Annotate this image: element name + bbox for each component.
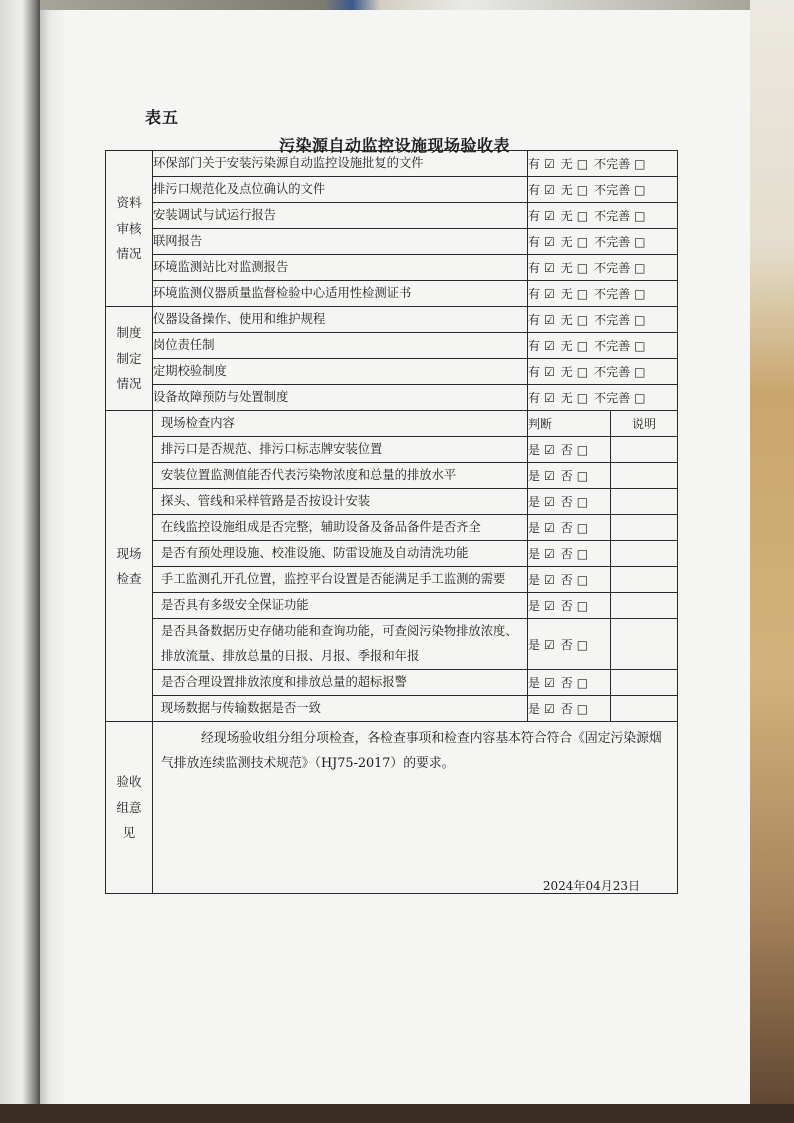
- section-label-line: 验收: [116, 774, 142, 790]
- review-item: 定期校验制度: [153, 359, 528, 385]
- section-label: [106, 411, 153, 722]
- section-label: [106, 151, 153, 307]
- option-label: 有: [528, 287, 541, 301]
- option-label: 无: [560, 287, 573, 301]
- review-item: 环境监测仪器质量监督检验中心适用性检测证书: [153, 281, 528, 307]
- option-label: 是: [528, 637, 541, 652]
- inspection-row: [106, 489, 678, 515]
- unchecked-box-icon[interactable]: □: [576, 676, 589, 690]
- review-status: [528, 385, 678, 411]
- checked-box-icon[interactable]: ☑: [544, 599, 555, 613]
- inspection-judgement: [528, 489, 611, 515]
- books-background: [40, 0, 750, 10]
- inspection-note-cell[interactable]: [611, 541, 678, 567]
- inspection-item: 是否具有多级安全保证功能: [153, 593, 528, 619]
- option-label: 否: [560, 547, 573, 561]
- review-row: [106, 255, 678, 281]
- checked-box-icon[interactable]: ☑: [544, 676, 555, 690]
- unchecked-box-icon[interactable]: □: [576, 469, 589, 483]
- inspection-item: 现场数据与传输数据是否一致: [153, 696, 528, 722]
- review-status: [528, 177, 678, 203]
- inspection-item: 排污口是否规范、排污口标志牌安装位置: [153, 437, 528, 463]
- unchecked-box-icon[interactable]: □: [576, 391, 589, 405]
- inspection-note-cell[interactable]: [611, 619, 678, 670]
- unchecked-box-icon[interactable]: □: [576, 209, 589, 223]
- table-surface-background: [0, 1104, 794, 1123]
- option-label: 无: [560, 365, 573, 379]
- inspection-judgement: [528, 437, 611, 463]
- review-row: [106, 203, 678, 229]
- unchecked-box-icon[interactable]: □: [576, 495, 589, 509]
- inspection-note-cell[interactable]: [611, 515, 678, 541]
- section-label: [106, 722, 153, 894]
- unchecked-box-icon[interactable]: □: [576, 235, 589, 249]
- option-label: 无: [560, 235, 573, 249]
- unchecked-box-icon[interactable]: □: [576, 547, 589, 561]
- option-label: 无: [560, 391, 573, 405]
- checked-box-icon[interactable]: ☑: [544, 261, 555, 275]
- option-label: 有: [528, 365, 541, 379]
- inspection-item: 是否有预处理设施、校准设施、防雷设施及自动清洗功能: [153, 541, 528, 567]
- checked-box-icon[interactable]: ☑: [544, 702, 555, 716]
- option-label: 否: [560, 495, 573, 509]
- form-title: 污染源自动监控设施现场验收表: [279, 136, 511, 155]
- unchecked-box-icon[interactable]: □: [634, 261, 646, 275]
- opinion-date: 2024年04月23日: [542, 878, 640, 893]
- checked-box-icon[interactable]: ☑: [544, 157, 555, 171]
- section-label-line: 现场: [116, 545, 142, 561]
- unchecked-box-icon[interactable]: □: [576, 157, 589, 171]
- option-label: 无: [560, 183, 573, 197]
- column-header-note: 说明: [611, 411, 678, 437]
- checked-box-icon[interactable]: ☑: [544, 313, 555, 327]
- inspection-item: 是否具备数据历史存储功能和查询功能，可查阅污染物排放浓度、排放流量、排放总量的日报、月报、季报和年报: [153, 619, 528, 670]
- column-header-content: 现场检查内容: [153, 411, 528, 437]
- inspection-row: [106, 619, 678, 670]
- option-label: 否: [560, 443, 573, 457]
- checked-box-icon[interactable]: ☑: [544, 391, 555, 405]
- option-label: 是: [528, 702, 541, 716]
- table-number-label: 表五: [145, 108, 180, 127]
- inspection-judgement: [528, 515, 611, 541]
- desk-background: [750, 0, 794, 1123]
- option-label: 有: [528, 209, 541, 223]
- option-label: 不完善: [594, 261, 631, 275]
- checked-box-icon[interactable]: ☑: [544, 443, 555, 457]
- review-status: [528, 151, 678, 177]
- option-label: 不完善: [594, 157, 631, 171]
- inspection-judgement: [528, 696, 611, 722]
- review-item: 仪器设备操作、使用和维护规程: [153, 307, 528, 333]
- inspection-note-cell[interactable]: [611, 670, 678, 696]
- inspection-item: 安装位置监测值能否代表污染物浓度和总量的排放水平: [153, 463, 528, 489]
- option-label: 否: [560, 702, 573, 716]
- option-label: 是: [528, 573, 541, 587]
- option-label: 是: [528, 443, 541, 457]
- opinion-cell: [153, 722, 678, 894]
- unchecked-box-icon[interactable]: □: [634, 183, 646, 197]
- checked-box-icon[interactable]: ☑: [544, 209, 555, 223]
- form-body: [106, 151, 678, 894]
- option-label: 是: [528, 599, 541, 613]
- opinion-body: [153, 723, 677, 893]
- option-label: 是: [528, 495, 541, 509]
- inspection-judgement: [528, 619, 611, 670]
- inspection-header-row: [106, 411, 678, 437]
- review-item: 设备故障预防与处置制度: [153, 385, 528, 411]
- review-row: [106, 177, 678, 203]
- section-label-line: 情况: [116, 376, 142, 392]
- acceptance-form-table: [105, 150, 678, 894]
- opinion-text: 经现场验收组分组分项检查，各检查事项和检查内容基本符合符合《固定污染源烟气排放连续监测技术规范》（HJ75-2017）的要求。: [161, 730, 662, 771]
- section-label-line: 制定: [116, 350, 142, 366]
- review-row: [106, 229, 678, 255]
- review-item: 环保部门关于安装污染源自动监控设施批复的文件: [153, 151, 528, 177]
- unchecked-box-icon[interactable]: □: [634, 157, 646, 171]
- unchecked-box-icon[interactable]: □: [634, 365, 646, 379]
- option-label: 有: [528, 313, 541, 327]
- unchecked-box-icon[interactable]: □: [576, 313, 589, 327]
- unchecked-box-icon[interactable]: □: [576, 183, 589, 197]
- inspection-row: [106, 437, 678, 463]
- review-status: [528, 203, 678, 229]
- review-row: [106, 307, 678, 333]
- section-label-line: 资料: [116, 195, 142, 211]
- inspection-row: [106, 670, 678, 696]
- unchecked-box-icon[interactable]: □: [634, 287, 646, 301]
- inspection-row: [106, 567, 678, 593]
- option-label: 否: [560, 469, 573, 483]
- review-row: [106, 333, 678, 359]
- section-label-line: 见: [122, 825, 136, 841]
- checked-box-icon[interactable]: ☑: [544, 637, 555, 652]
- inspection-judgement: [528, 670, 611, 696]
- section-label-line: 组意: [116, 799, 142, 815]
- checked-box-icon[interactable]: ☑: [544, 183, 555, 197]
- unchecked-box-icon[interactable]: □: [576, 637, 589, 652]
- option-label: 无: [560, 313, 573, 327]
- unchecked-box-icon[interactable]: □: [576, 339, 589, 353]
- inspection-row: [106, 593, 678, 619]
- unchecked-box-icon[interactable]: □: [576, 261, 589, 275]
- review-item: 安装调试与试运行报告: [153, 203, 528, 229]
- unchecked-box-icon[interactable]: □: [634, 209, 646, 223]
- checked-box-icon[interactable]: ☑: [544, 287, 555, 301]
- review-row: [106, 385, 678, 411]
- checked-box-icon[interactable]: ☑: [544, 365, 555, 379]
- inspection-row: [106, 696, 678, 722]
- option-label: 不完善: [594, 183, 631, 197]
- unchecked-box-icon[interactable]: □: [576, 599, 589, 613]
- inspection-item: 探头、管线和采样管路是否按设计安装: [153, 489, 528, 515]
- option-label: 是: [528, 547, 541, 561]
- review-item: 岗位责任制: [153, 333, 528, 359]
- checked-box-icon[interactable]: ☑: [544, 521, 555, 535]
- option-label: 有: [528, 235, 541, 249]
- inspection-item: 在线监控设施组成是否完整，辅助设备及备品备件是否齐全: [153, 515, 528, 541]
- option-label: 无: [560, 261, 573, 275]
- option-label: 否: [560, 599, 573, 613]
- checked-box-icon[interactable]: ☑: [544, 235, 555, 249]
- review-row: [106, 359, 678, 385]
- review-status: [528, 255, 678, 281]
- checked-box-icon[interactable]: ☑: [544, 339, 555, 353]
- checked-box-icon[interactable]: ☑: [544, 495, 555, 509]
- unchecked-box-icon[interactable]: □: [634, 313, 646, 327]
- option-label: 不完善: [594, 313, 631, 327]
- unchecked-box-icon[interactable]: □: [576, 573, 589, 587]
- inspection-note-cell[interactable]: [611, 567, 678, 593]
- inspection-judgement: [528, 541, 611, 567]
- unchecked-box-icon[interactable]: □: [576, 287, 589, 301]
- option-label: 是: [528, 469, 541, 483]
- option-label: 无: [560, 157, 573, 171]
- review-row: [106, 281, 678, 307]
- option-label: 不完善: [594, 391, 631, 405]
- option-label: 否: [560, 521, 573, 535]
- option-label: 不完善: [594, 365, 631, 379]
- option-label: 有: [528, 339, 541, 353]
- inspection-note-cell[interactable]: [611, 437, 678, 463]
- review-status: [528, 333, 678, 359]
- unchecked-box-icon[interactable]: □: [634, 391, 646, 405]
- checked-box-icon[interactable]: ☑: [544, 573, 555, 587]
- unchecked-box-icon[interactable]: □: [576, 702, 589, 716]
- option-label: 不完善: [594, 235, 631, 249]
- checked-box-icon[interactable]: ☑: [544, 469, 555, 483]
- option-label: 否: [560, 637, 573, 652]
- option-label: 不完善: [594, 209, 631, 223]
- inspection-judgement: [528, 567, 611, 593]
- option-label: 无: [560, 339, 573, 353]
- section-label: [106, 307, 153, 411]
- checked-box-icon[interactable]: ☑: [544, 547, 555, 561]
- inspection-judgement: [528, 593, 611, 619]
- inspection-item: 是否合理设置排放浓度和排放总量的超标报警: [153, 670, 528, 696]
- inspection-judgement: [528, 463, 611, 489]
- review-item: 排污口规范化及点位确认的文件: [153, 177, 528, 203]
- review-status: [528, 281, 678, 307]
- book-binding-background: [0, 0, 40, 1106]
- opinion-row: [106, 722, 678, 894]
- inspection-note-cell[interactable]: [611, 593, 678, 619]
- section-label-line: 审核: [116, 220, 142, 236]
- option-label: 有: [528, 391, 541, 405]
- inspection-note-cell[interactable]: [611, 489, 678, 515]
- review-status: [528, 307, 678, 333]
- review-item: 联网报告: [153, 229, 528, 255]
- column-header-judgement: 判断: [528, 411, 611, 437]
- option-label: 是: [528, 676, 541, 690]
- inspection-row: [106, 463, 678, 489]
- inspection-row: [106, 541, 678, 567]
- option-label: 不完善: [594, 287, 631, 301]
- option-label: 否: [560, 573, 573, 587]
- option-label: 有: [528, 183, 541, 197]
- inspection-row: [106, 515, 678, 541]
- option-label: 不完善: [594, 339, 631, 353]
- inspection-item: 手工监测孔开孔位置，监控平台设置是否能满足手工监测的需要: [153, 567, 528, 593]
- review-item: 环境监测站比对监测报告: [153, 255, 528, 281]
- inspection-note-cell[interactable]: [611, 696, 678, 722]
- option-label: 否: [560, 676, 573, 690]
- section-label-line: 制度: [116, 325, 142, 341]
- unchecked-box-icon[interactable]: □: [576, 443, 589, 457]
- option-label: 是: [528, 521, 541, 535]
- unchecked-box-icon[interactable]: □: [576, 521, 589, 535]
- unchecked-box-icon[interactable]: □: [634, 235, 646, 249]
- unchecked-box-icon[interactable]: □: [576, 365, 589, 379]
- option-label: 有: [528, 157, 541, 171]
- review-row: [106, 151, 678, 177]
- review-status: [528, 229, 678, 255]
- option-label: 无: [560, 209, 573, 223]
- option-label: 有: [528, 261, 541, 275]
- section-label-line: 检查: [116, 571, 142, 586]
- section-label-line: 情况: [116, 246, 142, 262]
- unchecked-box-icon[interactable]: □: [634, 339, 646, 353]
- review-status: [528, 359, 678, 385]
- inspection-note-cell[interactable]: [611, 463, 678, 489]
